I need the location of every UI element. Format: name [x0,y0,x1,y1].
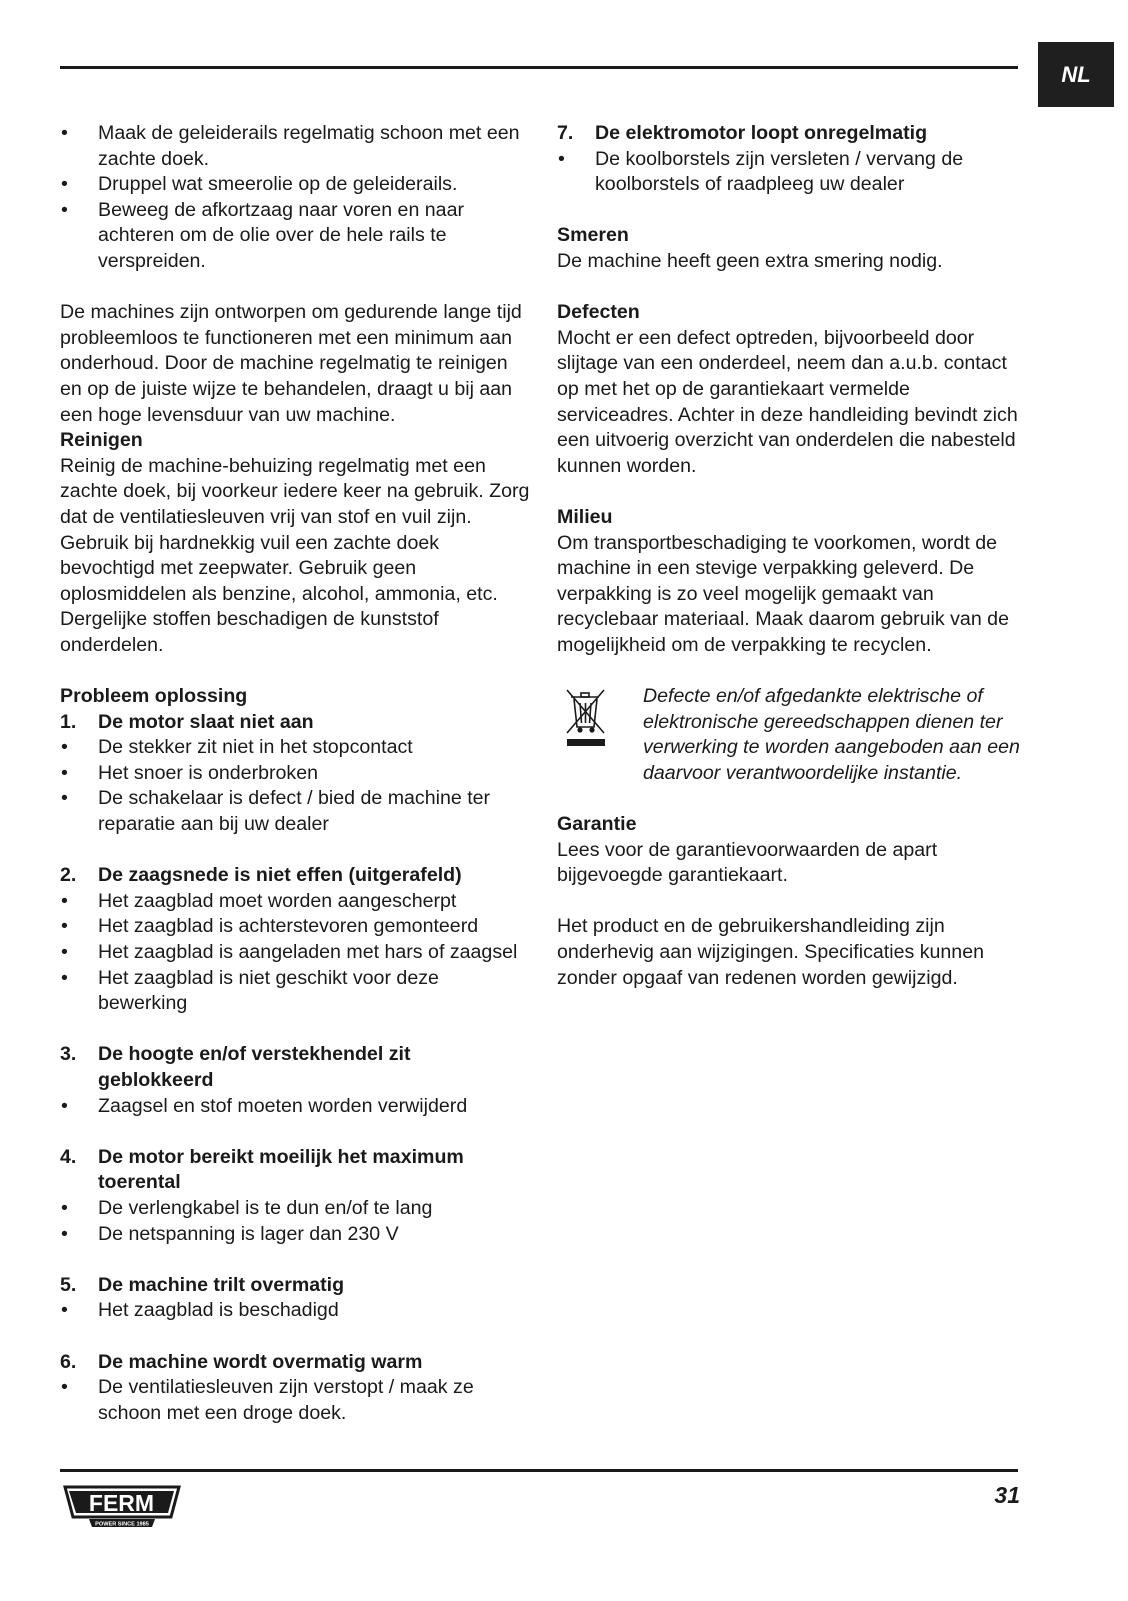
cleaning-paragraph: Reinig de machine-behuizing regelmatig met een zachte doek, bij voorkeur iedere keer na gebruik. Zorg dat de ventilatiesleuven vrij van stof en vuil zijn. Gebruik bij hardnekkig vuil een zachte doek bevochtigd met zeepwater. Gebruik geen oplosmiddelen als benzine, alcohol, ammonia, etc. Dergelijke stoffen beschadigen de kunststof onderdelen. [60,454,530,656]
list-item: • Het zaagblad is aangeladen met hars of zaagsel [61,941,518,963]
list-item: • Het zaagblad is achterstevoren gemonteerd [61,915,479,938]
svg-text:POWER SINCE 1985: POWER SINCE 1985 [95,1521,149,1528]
environment-heading: Milieu [557,505,613,528]
crossed-bin-icon [557,684,643,756]
defects-paragraph: Mocht er een defect optreden, bijvoorbeeld door slijtage van een onderdeel, neem dan a.u.b. contact op met het op de garantiekaart vermelde serviceadres. Achter in deze handleiding bevindt zich een uitvoerig overzicht van onderdelen die nabesteld kunnen worden. [557,326,1018,477]
cleaning-heading: Reinigen [60,429,143,452]
list-item: • De stekker zit niet in het stopcontact [61,736,413,759]
header-rule [60,66,1018,69]
ferm-logo [63,1484,181,1532]
problem-heading: 3. De hoogte en/of verstekhendel zit geblokkeerd [60,1043,411,1091]
list-item: • De netspanning is lager dan 230 V [61,1222,399,1245]
list-item: • Zaagsel en stof moeten worden verwijderd [61,1094,468,1117]
intro-paragraph: De machines zijn ontworpen om gedurende lange tijd probleemloos te functioneren met een minimum aan onderhoud. Door de machine regelmatig te reinigen en op de juiste wijze te behandelen, draagt u bij aan een hoge levensduur van uw machine. [60,301,522,426]
problem-heading: 7. De elektromotor loopt onregelmatig [557,122,928,144]
list-item: • Het zaagblad is beschadigd [61,1299,339,1322]
list-item: • Maak de geleiderails regelmatig schoon met een zachte doek. [61,122,520,170]
list-item: • De verlengkabel is te dun en/of te lang [61,1196,433,1219]
list-item: • Druppel wat smeerolie op de geleiderails. [61,173,458,196]
problem-heading: 1. De motor slaat niet aan [60,710,314,733]
problem-heading: 4. De motor bereikt moeilijk het maximum toerental [60,1145,464,1194]
page-number: 31 [994,1482,1020,1508]
lubricate-paragraph: De machine heeft geen extra smering nodig. [557,249,943,272]
left-column [60,121,530,1426]
environment-paragraph: Om transportbeschadiging te voorkomen, wordt de machine in een stevige verpakking geleverd. De verpakking is zo veel mogelijk gemaakt van recyclebaar materiaal. Maak daarom gebruik van de mogelijkheid om de verpakking te recyclen. [557,531,1009,656]
svg-text:FERM: FERM [88,1490,155,1516]
notice-paragraph: Het product en de gebruikershandleiding zijn onderhevig aan wijzigingen. Specificaties kunnen zonder opgaaf van redenen worden gewijzigd. [557,915,984,989]
list-item: • De schakelaar is defect / bied de machine ter reparatie aan bij uw dealer [61,787,491,836]
list-item: • De ventilatiesleuven zijn verstopt / maak ze schoon met een droge doek. [61,1376,474,1424]
right-column [557,121,1022,991]
weee-paragraph: Defecte en/of afgedankte elektrische of elektronische gereedschappen dienen ter verwerking te worden aangeboden aan een daarvoor verantwoordelijke instantie. [643,685,1020,784]
warranty-paragraph: Lees voor de garantievoorwaarden de apart bijgevoegde garantiekaart. [557,838,938,887]
problem-heading: 2. De zaagsnede is niet effen (uitgerafeld) [60,864,462,887]
list-item: • Beweeg de afkortzaag naar voren en naar achteren om de olie over de hele rails te verspreiden. [61,198,464,272]
footer-rule [60,1469,1018,1472]
list-item: • Het zaagblad is niet geschikt voor deze bewerking [61,966,439,1015]
problem-heading: 5. De machine trilt overmatig [60,1273,345,1296]
weee-notice [557,684,1022,786]
defects-heading: Defecten [557,301,640,324]
problem-heading: 6. De machine wordt overmatig warm [60,1350,423,1373]
list-item: • Het zaagblad moet worden aangescherpt [61,889,457,912]
lubricate-heading: Smeren [557,224,629,247]
language-tab: NL [1038,42,1114,107]
list-item: • De koolborstels zijn versleten / vervang de koolborstels of raadpleeg uw dealer [558,147,964,196]
warranty-heading: Garantie [557,813,637,836]
list-item: • Het snoer is onderbroken [61,761,319,784]
troubleshoot-heading: Probleem oplossing [60,685,248,708]
